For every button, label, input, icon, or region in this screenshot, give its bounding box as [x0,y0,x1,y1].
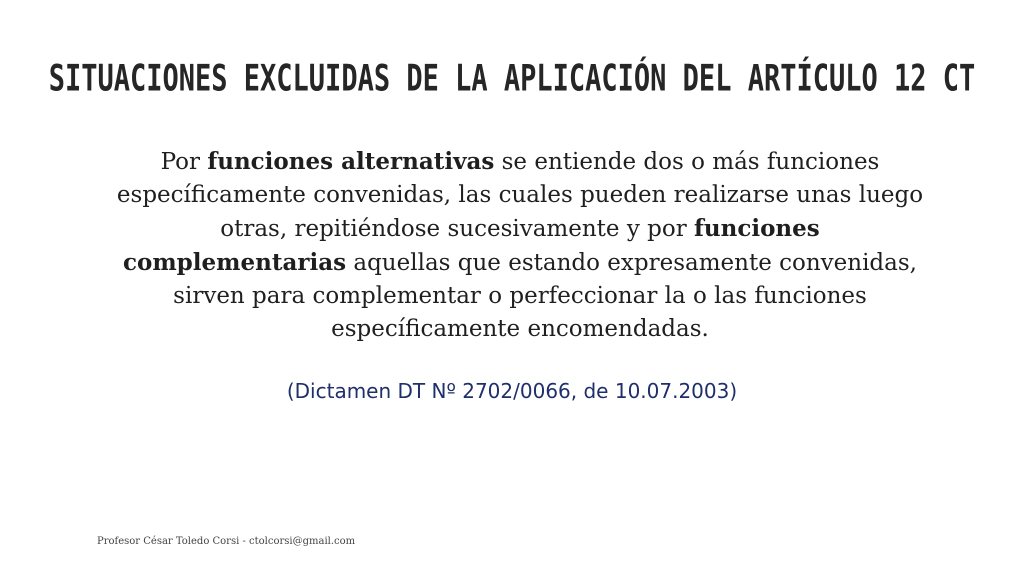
citation: (Dictamen DT Nº 2702/0066, de 10.07.2003) [286,379,738,403]
term-funciones-alternativas: funciones alternativas [207,148,495,175]
term-funciones-complementarias: funciones complementarias [123,215,820,276]
body-text-3: aquellas que estando expresamente convenidas, sirven para complementar o perfeccionar la o las funciones específicamente encomendadas. [173,250,917,342]
body-paragraph [105,145,935,346]
footer-author: Profesor César Toledo Corsi - ctolcorsi@gmail.com [97,536,356,547]
slide-title: SITUACIONES EXCLUIDAS DE LA APLICACIÓN DEL ARTÍCULO 12 CT [48,58,976,100]
body-text-2: se entiende dos o más funciones específicamente convenidas, las cuales pueden realizarse unas luego otras, repitiéndose sucesivamente y por [116,149,924,242]
body-text-1: Por [160,149,208,175]
